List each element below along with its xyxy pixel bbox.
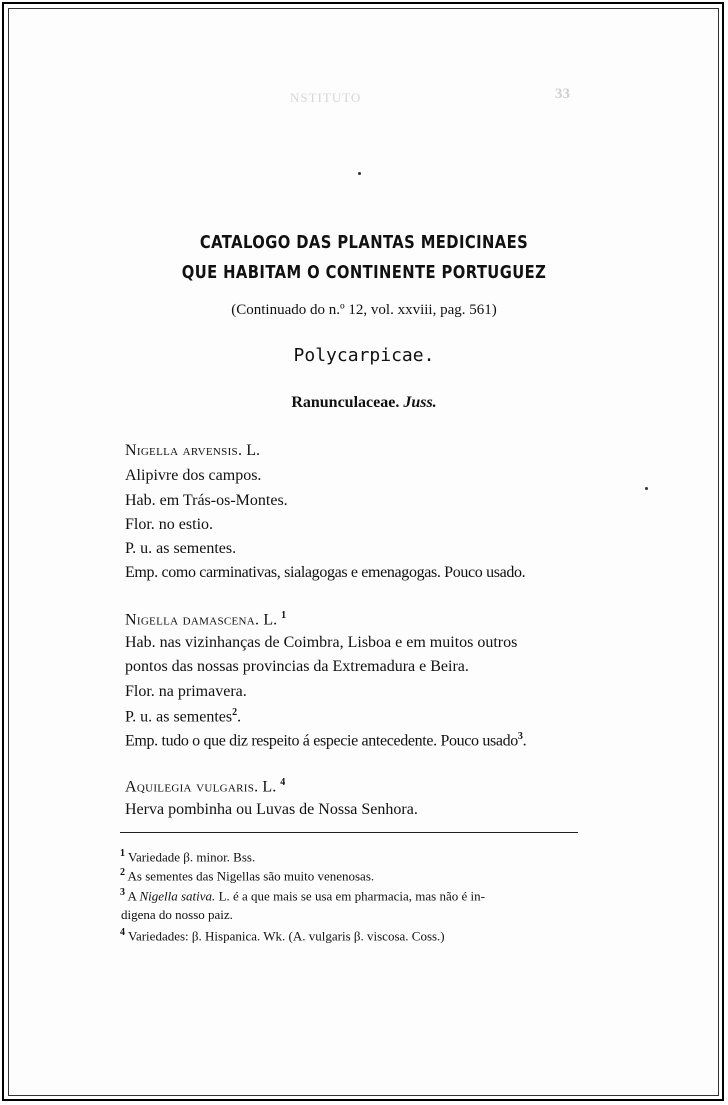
footnote-mark: 1 bbox=[120, 848, 125, 859]
species-name: Nigella arvensis. bbox=[125, 442, 243, 459]
footnote-ref: 4 bbox=[280, 777, 286, 788]
entry-line: Flor. na primavera. bbox=[125, 683, 247, 700]
footnote-text: Variedade β. minor. Bss. bbox=[128, 849, 256, 865]
entry-line: Hab. em Trás-os-Montes. bbox=[125, 492, 288, 509]
bleed-through-header: NSTITUTO bbox=[290, 90, 362, 105]
species-heading bbox=[125, 777, 285, 796]
species-heading bbox=[125, 610, 286, 629]
bleed-through-page-number: 33 bbox=[555, 86, 570, 102]
footnote-ref: 2 bbox=[232, 707, 238, 718]
entry-line: P. u. as sementes$^2$. bbox=[125, 707, 242, 726]
footnote bbox=[120, 927, 445, 944]
ink-speck bbox=[358, 172, 361, 175]
footnote-text: Variedades: β. Hispanica. Wk. (A. vulgaris β. viscosa. Coss.) bbox=[128, 928, 445, 944]
entry-line-text: Emp. tudo o que diz respeito á especie antecedente. Pouco usado bbox=[125, 732, 518, 750]
species-author: L. bbox=[263, 611, 278, 629]
family-heading bbox=[0, 394, 728, 412]
section-heading: Polycarpicae. bbox=[293, 345, 435, 366]
entry-line: pontos das nossas provincias da Extremadura e Beira. bbox=[125, 658, 469, 675]
family-author: Juss. bbox=[403, 394, 437, 411]
family-name: Ranunculaceae. bbox=[291, 394, 400, 411]
continuation-note: (Continuado do n.º 12, vol. xxviii, pag. 561) bbox=[231, 302, 497, 318]
species-name: Aquilegia vulgaris. bbox=[125, 778, 259, 796]
footnote-text: As sementes das Nigellas são muito venenosas. bbox=[127, 868, 375, 884]
footnote-mark: 2 bbox=[120, 867, 125, 878]
page-title-line-2: QUE HABITAM O CONTINENTE PORTUGUEZ bbox=[181, 262, 547, 283]
species-author: L. bbox=[246, 442, 261, 459]
ink-speck bbox=[645, 487, 648, 490]
footnote bbox=[120, 848, 255, 865]
footnote bbox=[120, 887, 485, 904]
entry-line: Hab. nas vizinhanças de Coimbra, Lisboa e em muitos outros bbox=[125, 634, 518, 651]
footnote-mark: 4 bbox=[120, 927, 125, 938]
entry-line: Emp. tudo o que diz respeito á especie antecedente. Pouco usado$^3$. bbox=[125, 731, 527, 750]
entry-line: Flor. no estio. bbox=[125, 516, 214, 533]
footnote-text: L. é a que mais se usa em pharmacia, mas não é in- bbox=[218, 888, 485, 904]
footnote-ref: 3 bbox=[517, 731, 523, 742]
entry-line: Emp. como carminativas, sialagogas e emenagogas. Pouco usado. bbox=[125, 564, 526, 581]
entry-line: P. u. as sementes. bbox=[125, 540, 237, 557]
species-author: L. bbox=[262, 778, 277, 796]
species-heading bbox=[125, 442, 260, 460]
footnote bbox=[120, 867, 374, 884]
footnote-italic: Nigella sativa. bbox=[139, 888, 216, 904]
entry-line: Herva pombinha ou Luvas de Nossa Senhora. bbox=[125, 801, 418, 818]
species-name: Nigella damascena. bbox=[125, 611, 260, 629]
footnote-continuation: digena do nosso paiz. bbox=[121, 907, 233, 922]
footnote-divider bbox=[120, 832, 578, 833]
entry-line: Alipivre dos campos. bbox=[125, 467, 262, 484]
footnote-text: A bbox=[127, 888, 137, 904]
entry-line-text: P. u. as sementes bbox=[125, 708, 233, 726]
footnote-mark: 3 bbox=[120, 887, 125, 898]
footnote-ref: 1 bbox=[281, 610, 287, 621]
page-title-line-1: CATALOGO DAS PLANTAS MEDICINAES bbox=[199, 232, 529, 253]
